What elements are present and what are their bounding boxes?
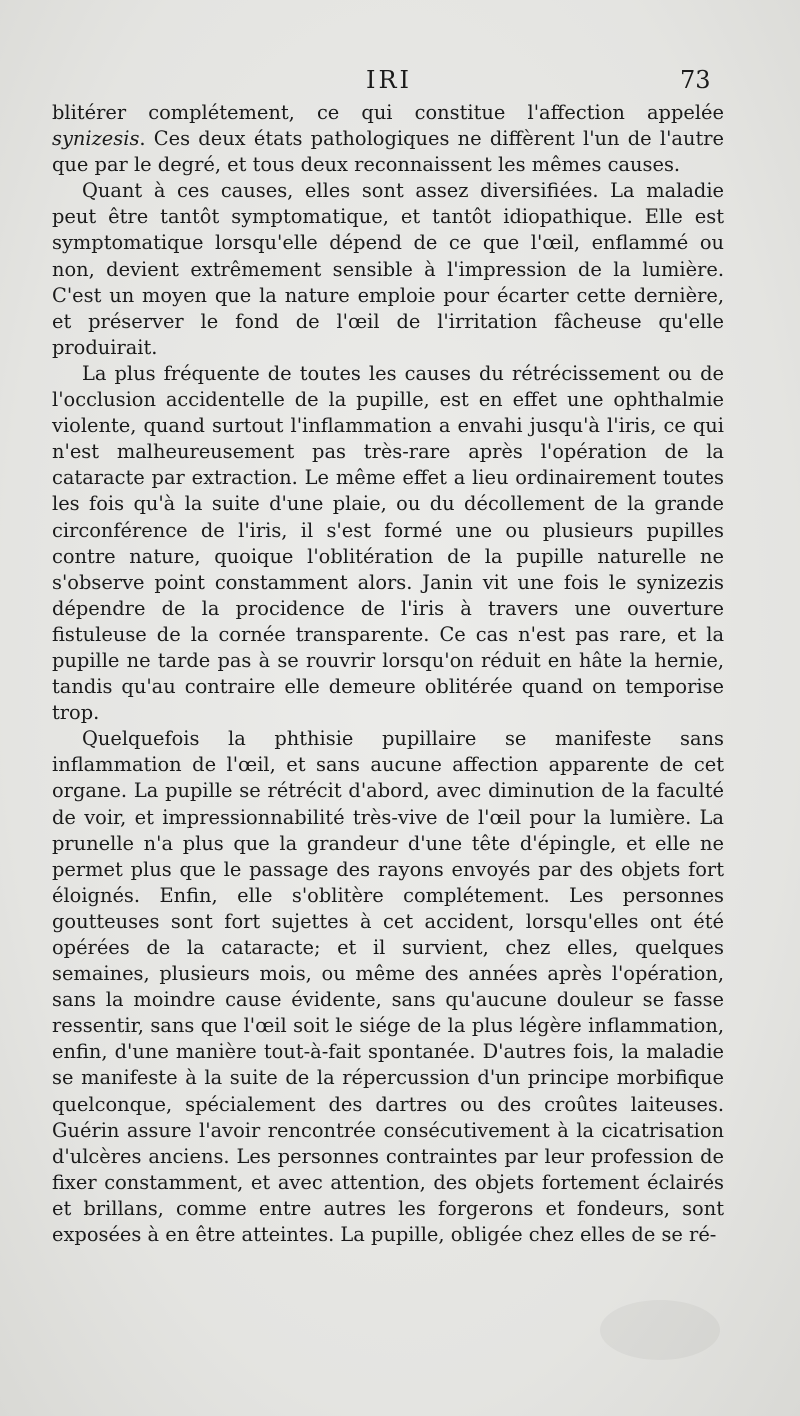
page-number: 73 [680, 66, 711, 94]
running-head [0, 62, 800, 102]
paragraph-continuation [52, 100, 724, 178]
paragraph-lead: blitérer complétement, ce qui constitue l'affection appelée [52, 101, 724, 124]
paper-stain [600, 1300, 720, 1360]
running-title: IRI [366, 66, 413, 94]
paragraph-causes: Quant à ces causes, elles sont assez diversifiées. La maladie peut être tantôt symptomatique, et tantôt idiopathique. Elle est symptomatique lorsqu'elle dépend de ce que l'œil, enflammé ou non, devient extrêmement sensible à l'impression de la lumière. C'est un moyen que la nature emploie pour écarter cette dernière, et préserver le fond de l'œil de l'irritation fâcheuse qu'elle produirait. [52, 179, 724, 359]
term-synizesis: synizesis [52, 127, 140, 151]
paragraph-ophthalmia: La plus fréquente de toutes les causes du rétrécissement ou de l'occlusion accidentelle de la pupille, est en effet une ophthalmie violente, quand surtout l'inflammation a envahi jusqu'à l'iris, ce qui n'est malheureusement pas très-rare après l'opération de la cataracte par extraction. Le même effet a lieu ordinairement toutes les fois qu'à la suite d'une plaie, ou du décollement de la grande circonférence de l'iris, il s'est formé une ou plusieurs pupilles contre nature, quoique l'oblitération de la pupille naturelle ne s'observe point constamment alors. Janin vit une fois le synizezis dépendre de la procidence de l'iris à travers une ouverture fistuleuse de la cornée transparente. Ce cas n'est pas rare, et la pupille ne tarde pas à se rouvrir lorsqu'on réduit en hâte la hernie, tandis qu'au contraire elle demeure oblitérée quand on temporise trop. [52, 361, 724, 725]
paragraph-pupillary-phthisis: Quelquefois la phthisie pupillaire se manifeste sans inflammation de l'œil, et sans aucune affection apparente de cet organe. La pupille se rétrécit d'abord, avec diminution de la faculté de voir, et impressionnabilité très-vive de l'œil pour la lumière. La prunelle n'a plus que la grandeur d'une tête d'épingle, et elle ne permet plus que le passage des rayons envoyés par des objets fort éloignés. Enfin, elle s'oblitère complétement. Les personnes goutteuses sont fort sujettes à cet accident, lorsqu'elles ont été opérées de la cataracte; et il survient, chez elles, quelques semaines, plusieurs mois, ou même des années après l'opération, sans la moindre cause évidente, sans qu'aucune douleur se fasse ressentir, sans que l'œil soit le siége de la plus légère inflammation, enfin, d'une manière tout-à-fait spontanée. D'autres fois, la maladie se manifeste à la suite de la répercussion d'un principe morbifique quelconque, spécialement des dartres ou des croûtes laiteuses. Guérin assure l'avoir rencontrée consécutivement à la cicatrisation d'ulcères anciens. Les personnes contraintes par leur profession de fixer constamment, et avec attention, des objets fortement éclairés et brillans, comme entre autres les forgerons et fondeurs, sont exposées à en être atteintes. La pupille, obligée chez elles de se ré- [52, 727, 724, 1247]
paragraph-rest: . Ces deux états pathologiques ne diffèrent l'un de l'autre que par le degré, et tous deux reconnaissent les mêmes causes. [52, 127, 724, 177]
body-text [52, 100, 724, 1248]
